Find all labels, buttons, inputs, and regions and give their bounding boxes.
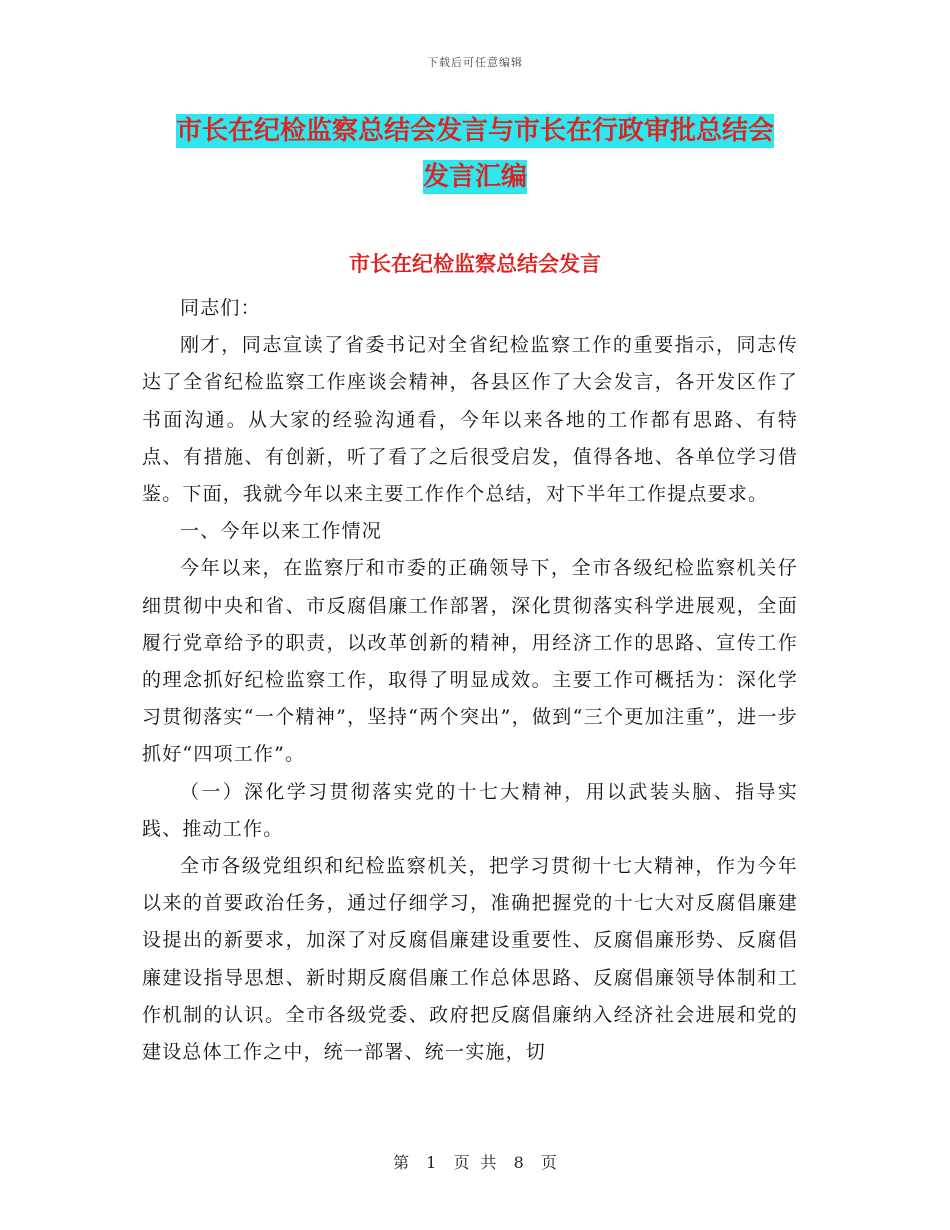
page-number-footer: [0, 1150, 950, 1173]
subheading-item-one: （一）深化学习贯彻落实党的十七大精神，用以武装头脑、指导实践、推动工作。: [142, 780, 798, 840]
paragraph-salutation: 同志们：: [180, 297, 261, 319]
heading-part-one: 一、今年以来工作情况: [180, 520, 383, 543]
section-title: 市长在纪检监察总结会发言: [349, 251, 601, 276]
current-page-number: 1: [426, 1153, 437, 1172]
document-title: [140, 108, 810, 200]
footer-suffix: 页: [540, 1153, 557, 1172]
footer-mid: 页 共: [453, 1153, 497, 1172]
document-title-line-2: 发言汇编: [422, 162, 527, 192]
total-page-count: 8: [513, 1153, 524, 1172]
document-body: [142, 290, 798, 1071]
paragraph: 今年以来，在监察厅和市委的正确领导下，全市各级纪检监察机关仔细贯彻中央和省、市反腐倡廉工作部署，深化贯彻落实科学进展观，全面履行党章给予的职责，以改革创新的精神，用经济工作的思路、宣传工作的理念抓好纪检监察工作，取得了明显成效。主要工作可概括为：深化学习贯彻落实“一个精神”，坚持“两个突出”，做到“三个更加注重”，进一步抓好“四项工作”。: [142, 557, 798, 766]
paragraph: 刚才，同志宣读了省委书记对全省纪检监察工作的重要指示，同志传达了全省纪检监察工作座谈会精神，各县区作了大会发言，各开发区作了书面沟通。从大家的经验沟通看，今年以来各地的工作都有思路、有特点、有措施、有创新，听了看了之后很受启发，值得各地、各单位学习借鉴。下面，我就今年以来主要工作作个总结，对下半年工作提点要求。: [142, 334, 798, 506]
paragraph: 全市各级党组织和纪检监察机关，把学习贯彻十七大精神，作为今年以来的首要政治任务，通过仔细学习，准确把握党的十七大对反腐倡廉建设提出的新要求，加深了对反腐倡廉建设重要性、反腐倡廉形势、反腐倡廉建设指导思想、新时期反腐倡廉工作总体思路、反腐倡廉领导体制和工作机制的认识。全市各级党委、政府把反腐倡廉纳入经济社会进展和党的建设总体工作之中，统一部署、统一实施，切: [142, 855, 798, 1064]
footer-prefix: 第: [393, 1153, 410, 1172]
document-title-line-1: 市长在纪检监察总结会发言与市长在行政审批总结会: [175, 116, 774, 146]
page-header-note: 下载后可任意编辑: [427, 56, 523, 69]
